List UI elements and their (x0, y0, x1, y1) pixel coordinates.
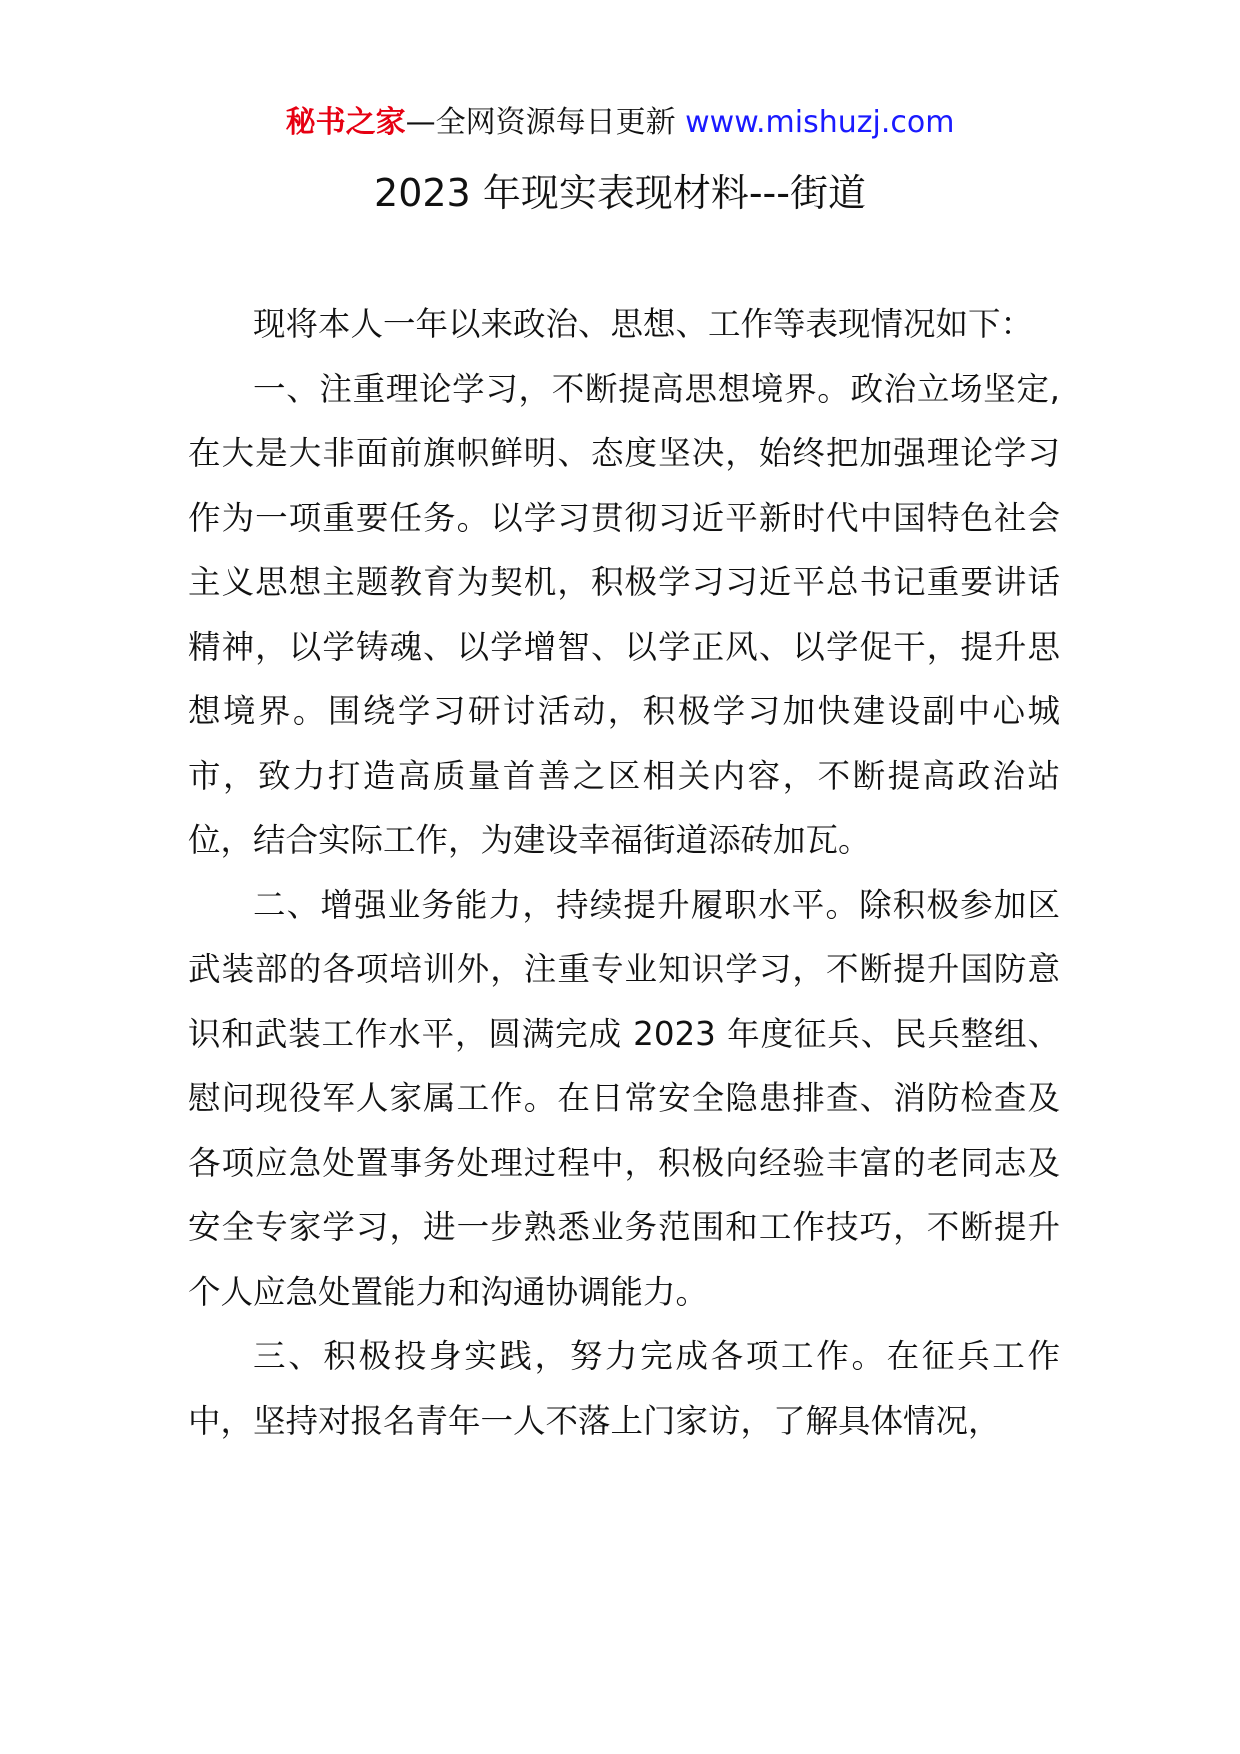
header-slogan: —全网资源每日更新 (405, 105, 676, 140)
paragraph-intro: 现将本人一年以来政治、思想、工作等表现情况如下： (253, 305, 1034, 343)
paragraph-section-3: 三、积极投身实践，努力完成各项工作。在征兵工作中，坚持对报名青年一人不落上门家访，了解具体情况， (188, 1337, 1060, 1440)
document-title: 2023 年现实表现材料---街道 (374, 171, 866, 215)
site-header (0, 103, 1240, 143)
site-url-link[interactable]: www.mishuzj.com (685, 105, 955, 140)
paragraph-section-2: 二、增强业务能力，持续提升履职水平。除积极参加区武装部的各项培训外，注重专业知识学习，不断提升国防意识和武装工作水平，圆满完成 2023 年度征兵、民兵整组、慰问现役军人家属工作。在日常安全隐患排查、消防检查及各项应急处置事务处理过程中，积极向经验丰富的老同志及安全专家学习，进一步熟悉业务范围和工作技巧，不断提升个人应急处置能力和沟通协调能力。 (188, 885, 1060, 1311)
paragraph-section-1: 一、注重理论学习，不断提高思想境界。政治立场坚定,在大是大非面前旗帜鲜明、态度坚决，始终把加强理论学习作为一项重要任务。以学习贯彻习近平新时代中国特色社会主义思想主题教育为契机，积极学习习近平总书记重要讲话精神，以学铸魂、以学增智、以学正风、以学促干，提升思想境界。围绕学习研讨活动，积极学习加快建设副中心城市，致力打造高质量首善之区相关内容，不断提高政治站位，结合实际工作，为建设幸福街道添砖加瓦。 (188, 369, 1060, 859)
document-body (188, 292, 1060, 1602)
brand-name: 秘书之家 (285, 105, 406, 140)
